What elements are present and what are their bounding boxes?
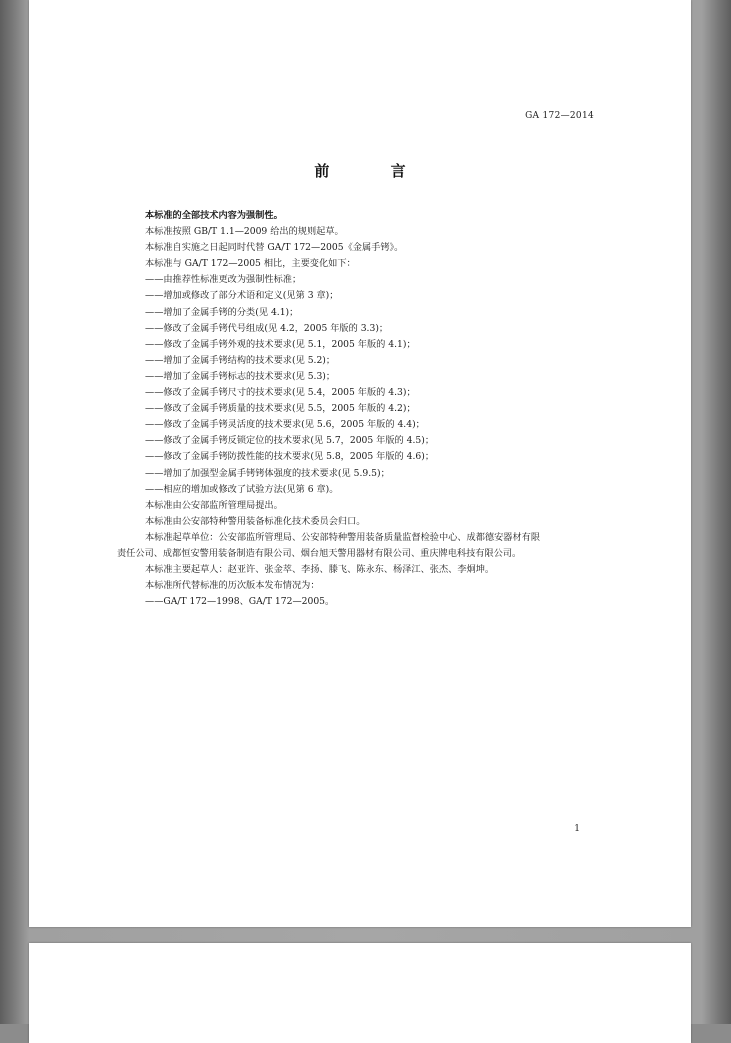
change-list-item: ——由推荐性标准更改为强制性标准； [145,274,302,286]
foreword-body [117,208,637,610]
change-list-item: ——修改了金属手铐代号组成(见 4.2，2005 年版的 3.3)； [145,322,389,334]
change-list-item: ——增加了金属手铐标志的技术要求(见 5.3)； [145,370,336,382]
document-page [29,0,691,927]
change-list-item: ——修改了金属手铐质量的技术要求(见 5.5，2005 年版的 4.2)； [145,403,416,415]
section-title: 前 言 [314,162,434,180]
paragraph-line: 本标准由公安部特种警用装备标准化技术委员会归口。 [145,515,366,527]
change-list-item: ——修改了金属手铐防拨性能的技术要求(见 5.8，2005 年版的 4.6)； [145,451,435,463]
paragraph-line: 本标准的全部技术内容为强制性。 [145,210,283,221]
change-list-item: ——增加了金属手铐的分类(见 4.1)； [145,306,299,318]
paragraph-line: 本标准所代替标准的历次版本发布情况为： [145,580,320,592]
paragraph-line: 本标准自实施之日起同时代替 GA/T 172—2005《金属手铐》。 [145,242,404,254]
change-list-item: ——修改了金属手铐灵活度的技术要求(见 5.6，2005 年版的 4.4)； [145,419,425,431]
paragraph-line: 责任公司、成都恒安警用装备制造有限公司、烟台旭天警用器材有限公司、重庆牌电科技有限公司。 [117,547,522,559]
change-list-item: ——修改了金属手铐反锁定位的技术要求(见 5.7，2005 年版的 4.5)； [145,435,435,447]
change-list-item: ——增加了金属手铐结构的技术要求(见 5.2)； [145,354,336,366]
paragraph-line: 本标准由公安部监所管理局提出。 [145,499,283,511]
change-list-item: ——增加了加强型金属手铐铐体强度的技术要求(见 5.9.5)； [145,467,390,479]
change-list-item: ——增加或修改了部分术语和定义(见第 3 章)； [145,290,339,302]
standard-code-header: GA 172—2014 [525,111,594,121]
paragraph-line: 本标准与 GA/T 172—2005 相比，主要变化如下： [145,258,356,270]
next-document-page [29,943,691,1043]
change-list-item: ——修改了金属手铐尺寸的技术要求(见 5.4，2005 年版的 4.3)； [145,387,416,399]
paragraph-line: 本标准按照 GB/T 1.1—2009 给出的规则起草。 [145,226,344,238]
paragraph-line: 本标准起草单位：公安部监所管理局、公安部特种警用装备质量监督检验中心、成都德安器材有限 [145,531,541,543]
change-list-item: ——相应的增加或修改了试验方法(见第 6 章)。 [145,483,339,495]
change-list-item: ——修改了金属手铐外观的技术要求(见 5.1，2005 年版的 4.1)； [145,338,416,350]
change-list-item: ——GA/T 172—1998、GA/T 172—2005。 [145,596,335,608]
page-number: 1 [574,824,580,834]
paragraph-line: 本标准主要起草人：赵亚许、张金萃、李扬、滕飞、陈永东、杨泽江、张杰、李炯坤。 [145,564,495,576]
